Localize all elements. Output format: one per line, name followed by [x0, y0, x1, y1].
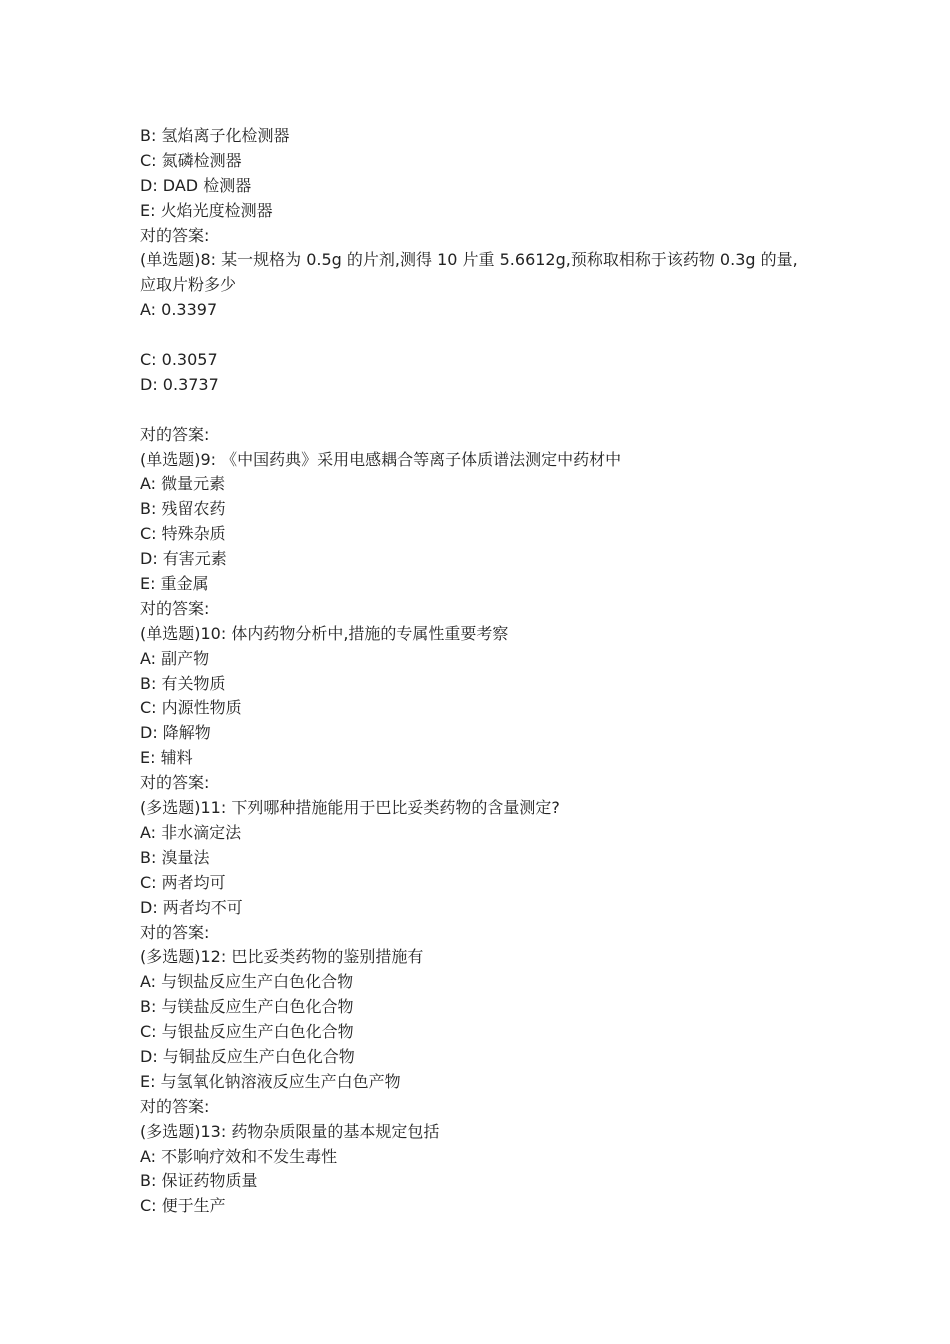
question-11-title: (多选题)11: 下列哪种措施能用于巴比妥类药物的含量测定?: [140, 798, 560, 818]
q8-option-a: A: 0.3397: [140, 300, 218, 320]
q9-option-b: B: 残留农药: [140, 499, 226, 519]
answer-label-q9: 对的答案:: [140, 598, 210, 618]
q10-option-b: B: 有关物质: [140, 673, 226, 693]
blank-line: [140, 323, 830, 348]
q12-option-a: A: 与钡盐反应生产白色化合物: [140, 972, 354, 992]
q10-option-d: D: 降解物: [140, 723, 211, 743]
answer-label-q8: 对的答案:: [140, 424, 210, 444]
q9-option-d: D: 有害元素: [140, 549, 227, 569]
blank-line: [140, 398, 830, 423]
option-b-hydrogen-flame-detector: B: 氢焰离子化检测器: [140, 126, 290, 145]
q13-option-a: A: 不影响疗效和不发生毒性: [140, 1146, 338, 1166]
answer-label-q12: 对的答案:: [140, 1096, 210, 1116]
answer-label-q11: 对的答案:: [140, 922, 210, 942]
question-13-title: (多选题)13: 药物杂质限量的基本规定包括: [140, 1121, 440, 1141]
q11-option-a: A: 非水滴定法: [140, 822, 242, 842]
q9-option-e: E: 重金属: [140, 574, 209, 594]
q11-option-d: D: 两者均不可: [140, 897, 243, 917]
q13-option-b: B: 保证药物质量: [140, 1171, 258, 1191]
q12-option-c: C: 与银盐反应生产白色化合物: [140, 1022, 354, 1042]
q10-option-c: C: 内源性物质: [140, 698, 242, 718]
q11-option-b: B: 溴量法: [140, 847, 210, 867]
q10-option-a: A: 副产物: [140, 648, 210, 668]
document-page: [140, 124, 830, 1219]
q8-option-c: C: 0.3057: [140, 350, 218, 370]
q12-option-d: D: 与铜盐反应生产白色化合物: [140, 1046, 355, 1066]
option-d-dad-detector: D: DAD 检测器: [140, 175, 252, 195]
answer-label-q7: 对的答案:: [140, 225, 210, 245]
question-10-title: (单选题)10: 体内药物分析中,措施的专属性重要考察: [140, 623, 509, 643]
question-12-title: (多选题)12: 巴比妥类药物的鉴别措施有: [140, 947, 424, 967]
answer-label-q10: 对的答案:: [140, 773, 210, 793]
q12-option-b: B: 与镁盐反应生产白色化合物: [140, 997, 354, 1017]
q9-option-c: C: 特殊杂质: [140, 524, 226, 544]
q12-option-e: E: 与氢氧化钠溶液反应生产白色产物: [140, 1071, 401, 1091]
question-8-title-cont: 应取片粉多少: [140, 275, 237, 295]
q10-option-e: E: 辅料: [140, 748, 193, 768]
q8-option-d: D: 0.3737: [140, 374, 219, 394]
question-9-title: (单选题)9: 《中国药典》采用电感耦合等离子体质谱法测定中药材中: [140, 449, 622, 469]
q13-option-c: C: 便于生产: [140, 1196, 226, 1216]
option-c-nitrogen-phosphorus-detector: C: 氮磷检测器: [140, 150, 242, 170]
question-8-title: (单选题)8: 某一规格为 0.5g 的片剂,测得 10 片重 5.6612g,预称取相称于该药物 0.3g 的量,: [140, 250, 798, 270]
q11-option-c: C: 两者均可: [140, 872, 226, 892]
q9-option-a: A: 微量元素: [140, 474, 226, 494]
option-e-flame-photometric-detector: E: 火焰光度检测器: [140, 200, 273, 220]
